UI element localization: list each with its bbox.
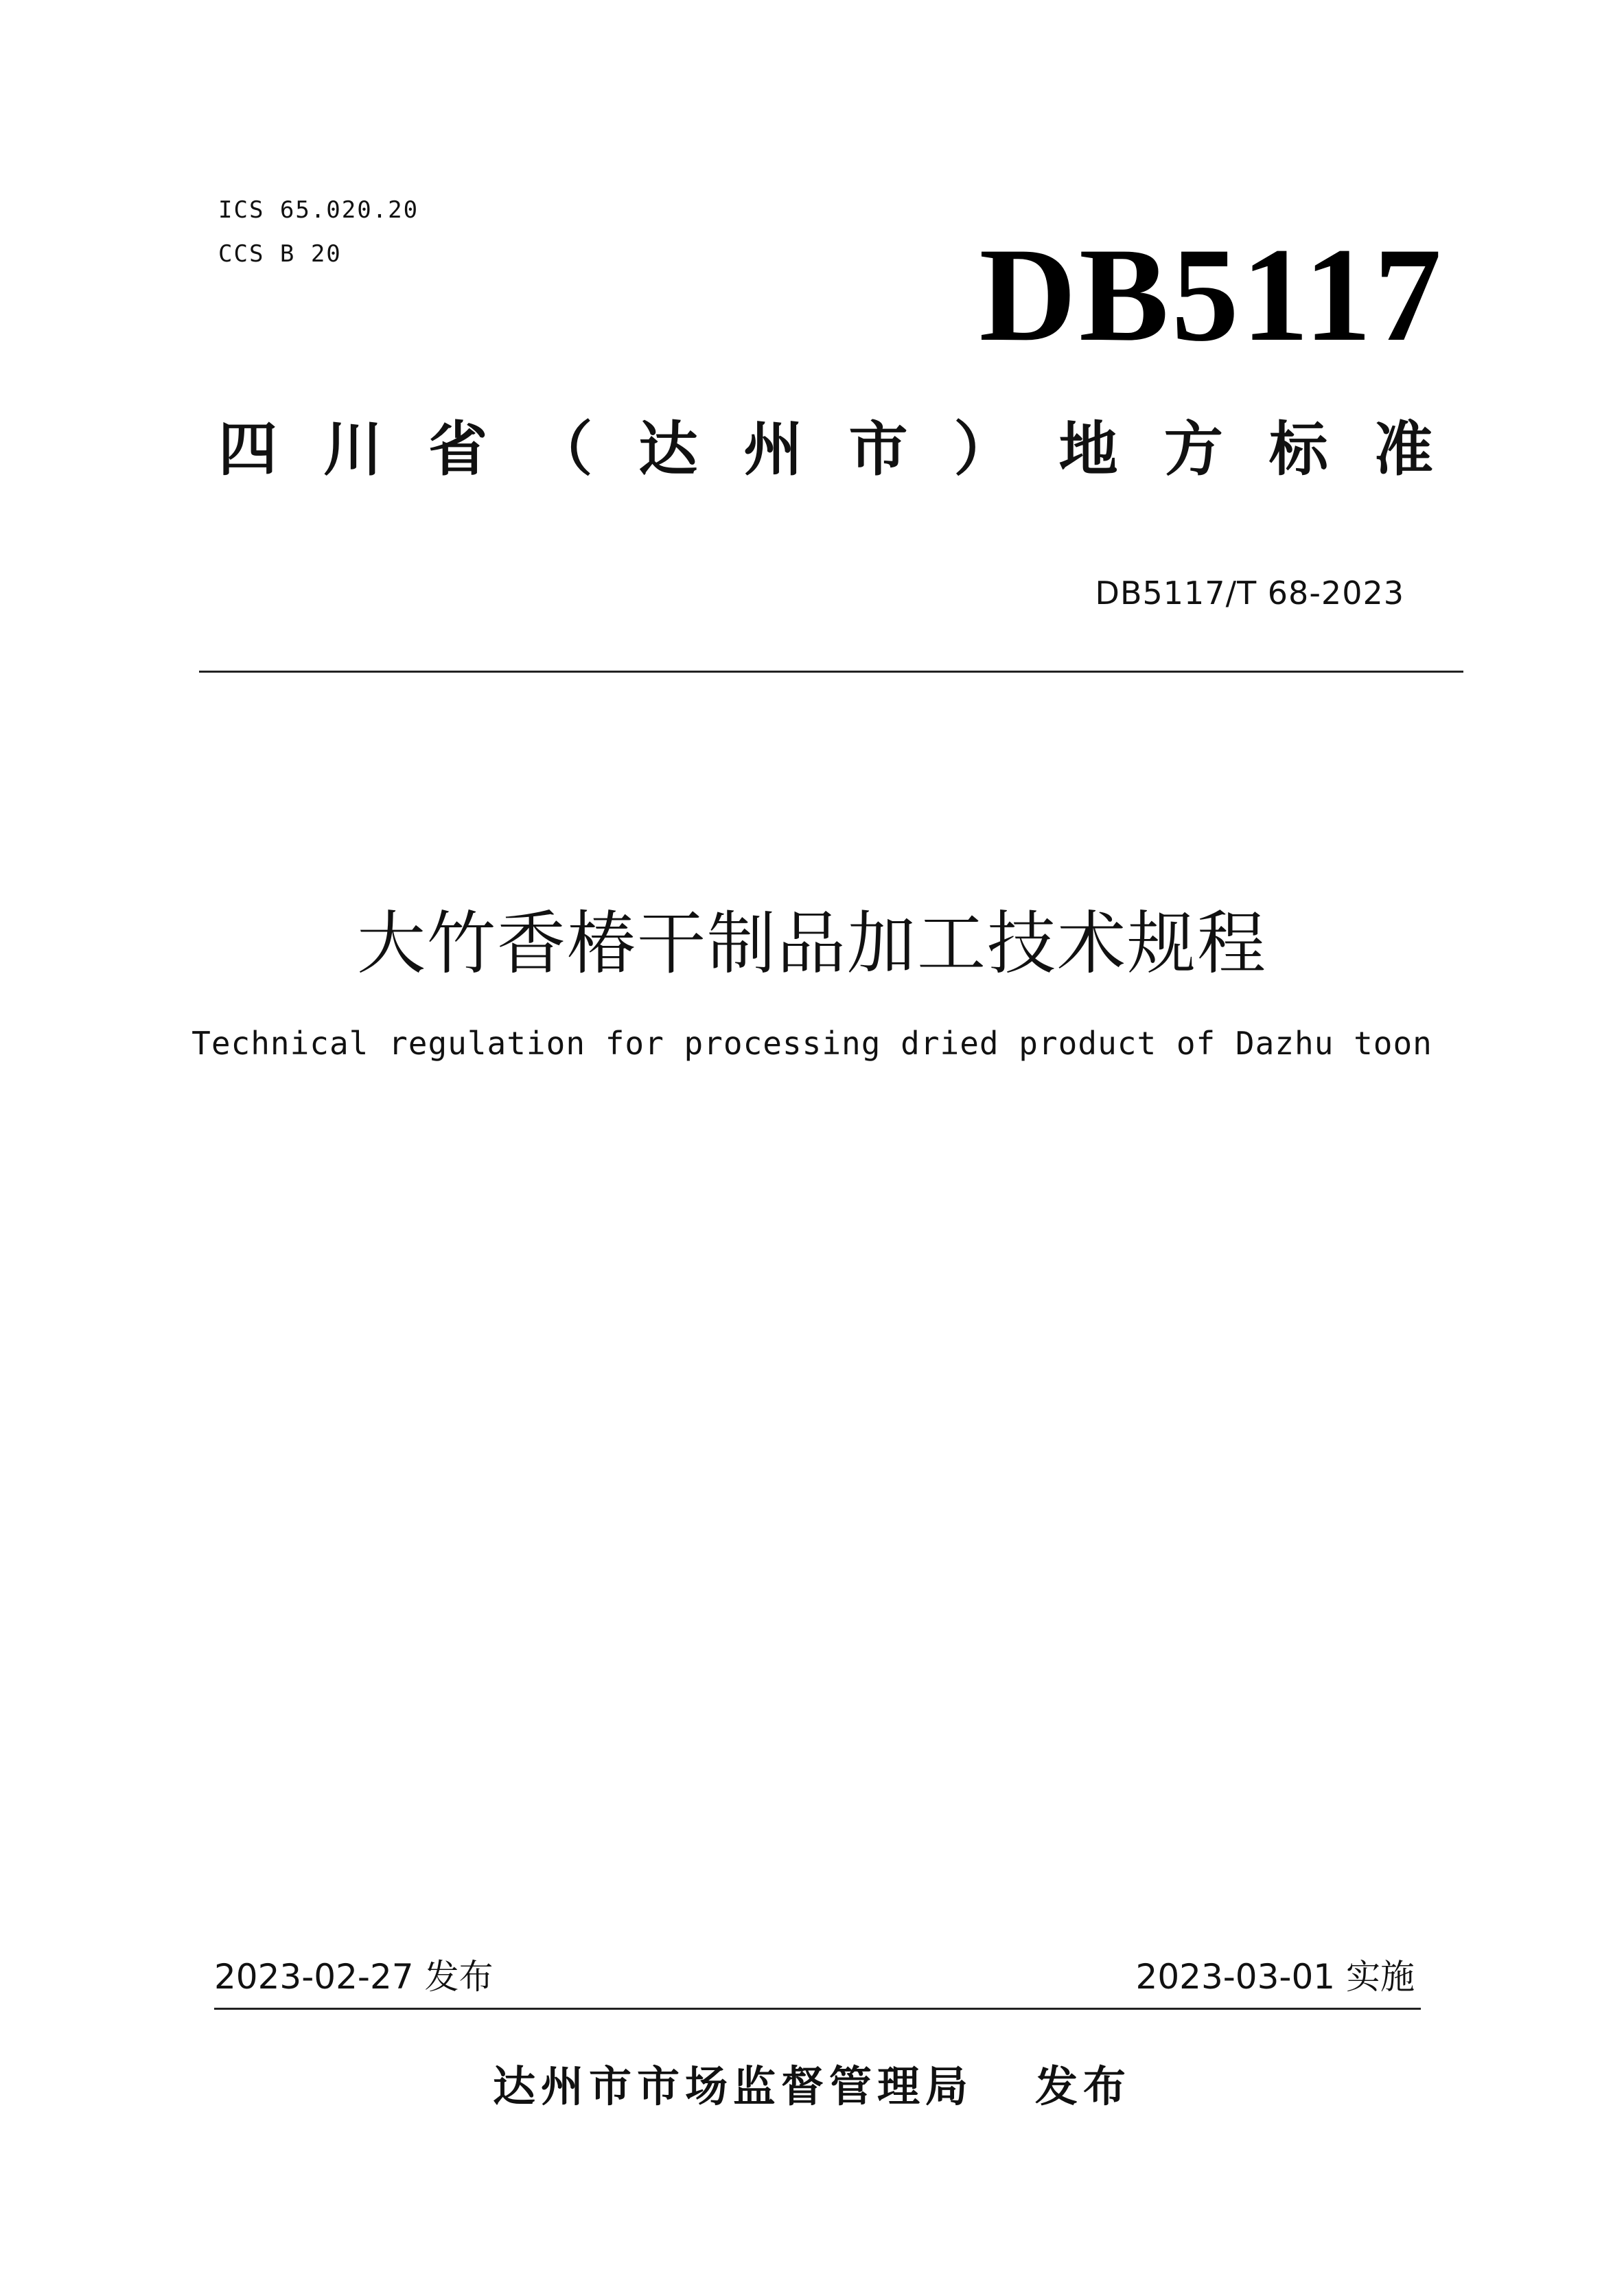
implementation-date: 2023-03-01 实施 (1135, 1957, 1415, 1997)
category-char: 方 (1163, 415, 1223, 484)
footer-divider (214, 2008, 1421, 2010)
category-char: 地 (1058, 415, 1118, 484)
category-char: 四 (218, 415, 277, 484)
ics-code: ICS 65.020.20 (218, 196, 419, 224)
standard-category-heading (218, 412, 1433, 487)
category-char: 准 (1373, 415, 1433, 484)
ccs-code: CCS B 20 (218, 240, 342, 268)
category-char: 市 (848, 415, 908, 484)
header-divider (199, 671, 1463, 673)
publisher-action: 发布 (1035, 2061, 1132, 2111)
document-title-en: Technical regulation for processing dried product of Dazhu toon (192, 1025, 1432, 1062)
category-char: 州 (743, 415, 803, 484)
category-char: 标 (1268, 415, 1328, 484)
standard-code-logo: DB5117 (979, 220, 1444, 369)
category-char: 省 (428, 415, 488, 484)
category-char: 川 (323, 415, 383, 484)
category-char: （ (533, 415, 593, 484)
publisher-line (0, 2059, 1624, 2114)
issue-date: 2023-02-27 发布 (214, 1957, 494, 1997)
standard-number: DB5117/T 68-2023 (1095, 575, 1404, 612)
category-char: 达 (638, 415, 698, 484)
category-char: ） (953, 415, 1013, 484)
publisher-name: 达州市市场监督管理局 (492, 2061, 973, 2111)
document-title-zh: 大竹香椿干制品加工技术规程 (357, 903, 1267, 984)
